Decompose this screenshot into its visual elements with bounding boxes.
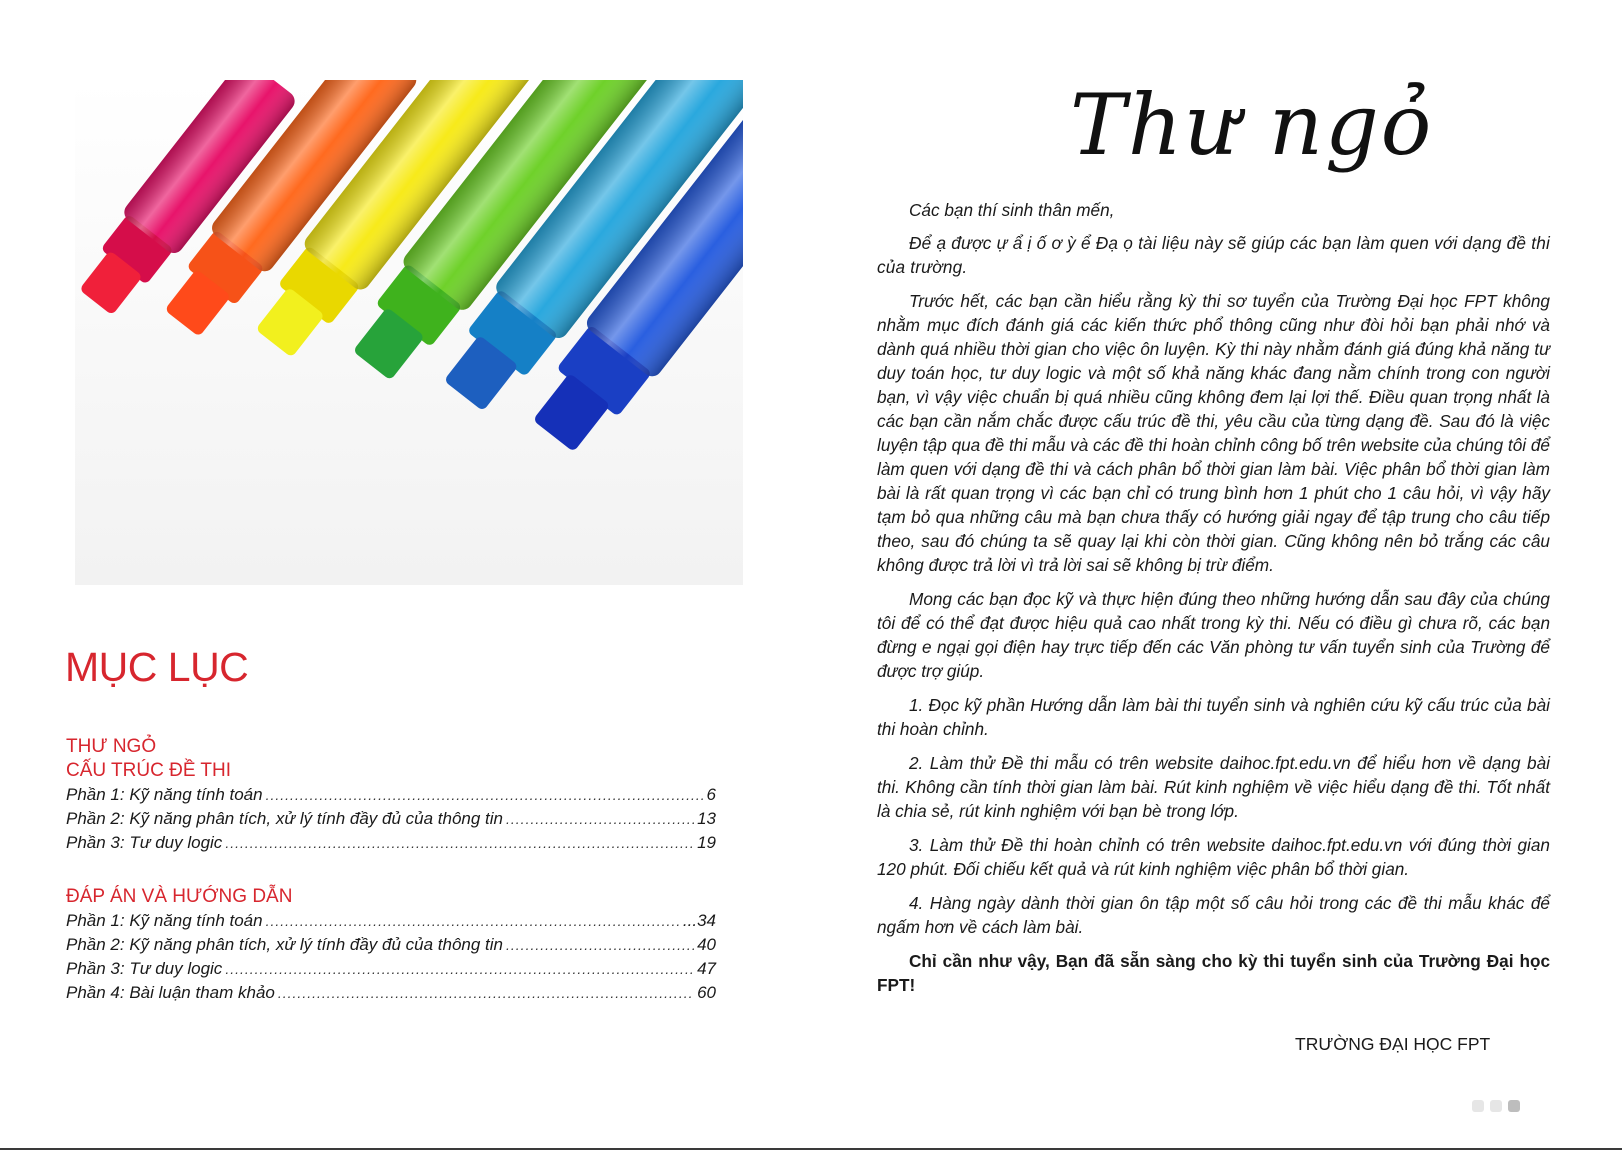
toc-entry-page: 6 bbox=[706, 785, 716, 804]
toc-section-answers bbox=[66, 885, 716, 1005]
toc-leader-dots bbox=[278, 981, 694, 1005]
toc-leader-dots bbox=[266, 909, 680, 933]
toc-entry-label: Phần 1: Kỹ năng tính toán bbox=[66, 785, 263, 804]
letter-instruction: 1. Đọc kỹ phần Hướng dẫn làm bài thi tuyển sinh và nghiên cứu kỹ cấu trúc của bài thi hoàn chỉnh. bbox=[877, 695, 1550, 739]
toc-entry[interactable] bbox=[66, 933, 716, 957]
page-dot bbox=[1472, 1100, 1484, 1112]
toc-leader-dots bbox=[266, 783, 704, 807]
letter-paragraph: Để ạ được ự ẩ ị ố ơ ỳ ể Đạ ọ tài liệu này sẽ giúp các bạn làm quen với dạng đề thi của trường. bbox=[877, 233, 1550, 277]
toc-entry-label: Phần 4: Bài luận tham khảo bbox=[66, 983, 275, 1002]
page-indicator-dots bbox=[1472, 1100, 1520, 1112]
markers-photo bbox=[75, 80, 743, 585]
letter-instruction: 3. Làm thử Đề thi hoàn chỉnh có trên website daihoc.fpt.edu.vn với đúng thời gian 120 phút. Đối chiếu kết quả và rút kinh nghiệm việc phân bổ thời gian. bbox=[877, 835, 1550, 879]
letter-signature: TRƯỜNG ĐẠI HỌC FPT bbox=[1295, 1034, 1491, 1054]
page-dot bbox=[1490, 1100, 1502, 1112]
letter-paragraph: Trước hết, các bạn cần hiểu rằng kỳ thi sơ tuyển của Trường Đại học FPT không nhằm mục đích đánh giá các kiến thức phổ thông cũng như đòi hỏi bạn phải nhớ và dành quá nhiều thời gian cho việc ôn luyện. Kỳ thi này nhằm đánh giá đúng khả năng tư duy toán học, tư duy logic và một số khả năng khác đang nằm chính trong con người bạn, vì vậy việc chuẩn bị quá nhiều cũng không đem lại lợi thế. Điều quan trọng nhất là các bạn cần nắm chắc được cấu trúc đề thi, yêu cầu của từng dạng đề. Sau đó là việc luyện tập qua đề thi mẫu và các đề thi hoàn chỉnh công bố trên website của chúng tôi để làm quen với dạng đề thi và cách phân bổ thời gian làm bài. Việc phân bổ thời gian làm bài là rất quan trọng vì các bạn chỉ có trung bình hơn 1 phút cho 1 câu hỏi, vì vậy hãy tạm bỏ qua những câu mà bạn chưa thấy có hướng giải ngay để tập trung cho câu tiếp theo, sau đó chúng ta sẽ quay lại khi còn thời gian. Cũng không nên bỏ trắng các câu không được trả lời vì trả lời sai sẽ không bị trừ điểm. bbox=[877, 291, 1550, 575]
toc-entry-page: 47 bbox=[697, 959, 716, 978]
toc-entry-page: 40 bbox=[697, 935, 716, 954]
toc-entry-page: 60 bbox=[697, 983, 716, 1002]
toc-leader-dots bbox=[225, 831, 694, 855]
letter-instruction: 2. Làm thử Đề thi mẫu có trên website daihoc.fpt.edu.vn để hiểu hơn về dạng bài thi. Không cần tính thời gian làm bài. Rút kinh nghiệm về việc hiểu dạng đề thi. Tốt nhất là chia sẻ, rút kinh nghiệm với bạn bè trong lớp. bbox=[877, 753, 1550, 821]
toc-entry[interactable] bbox=[66, 909, 716, 933]
letter-title: Thư ngỏ bbox=[1070, 76, 1434, 174]
toc-entry[interactable] bbox=[66, 783, 716, 807]
toc-title-answers[interactable]: ĐÁP ÁN VÀ HƯỚNG DẪN bbox=[66, 886, 293, 907]
toc-entry[interactable] bbox=[66, 957, 716, 981]
toc-entry-page: 19 bbox=[697, 833, 716, 852]
toc-entry[interactable] bbox=[66, 981, 716, 1005]
toc-entry-label: Phần 2: Kỹ năng phân tích, xử lý tính đầy đủ của thông tin bbox=[66, 809, 504, 828]
toc-leader-dots bbox=[225, 957, 694, 981]
toc-entry-label: Phần 1: Kỹ năng tính toán bbox=[66, 911, 263, 930]
letter-paragraph: Mong các bạn đọc kỹ và thực hiện đúng theo những hướng dẫn sau đây của chúng tôi để có thể đạt được hiệu quả cao nhất trong kỳ thi. Nếu có điều gì chưa rõ, các bạn đừng e ngại gọi điện hay trực tiếp đến các Văn phòng tư vấn tuyển sinh của Trường để được trợ giúp. bbox=[877, 589, 1550, 681]
bottom-rule bbox=[0, 1148, 1622, 1150]
toc-leader-dots bbox=[506, 933, 694, 957]
markers-illustration bbox=[75, 80, 743, 585]
toc-title-letter[interactable]: THƯ NGỎ bbox=[66, 736, 157, 757]
toc-entry[interactable] bbox=[66, 831, 716, 855]
letter-closing: Chỉ cần như vậy, Bạn đã sẵn sàng cho kỳ thi tuyển sinh của Trường Đại học FPT! bbox=[877, 951, 1550, 995]
toc-title-structure[interactable]: CẤU TRÚC ĐỀ THI bbox=[66, 760, 232, 781]
letter-greeting: Các bạn thí sinh thân mến, bbox=[909, 200, 1115, 220]
page-dot-active bbox=[1508, 1100, 1520, 1112]
toc-entry-label: Phần 3: Tư duy logic bbox=[66, 959, 223, 978]
toc-entry-label: Phần 2: Kỹ năng phân tích, xử lý tính đầy đủ của thông tin bbox=[66, 935, 504, 954]
letter-body bbox=[877, 198, 1550, 1007]
letter-instruction: 4. Hàng ngày dành thời gian ôn tập một số câu hỏi trong các đề thi mẫu khác để ngấm hơn về cách làm bài. bbox=[877, 893, 1550, 937]
toc-heading: MỤC LỤC bbox=[65, 644, 249, 690]
toc-entry[interactable] bbox=[66, 807, 716, 831]
toc-entry-page: ...34 bbox=[682, 911, 716, 930]
toc-entry-page: 13 bbox=[697, 809, 716, 828]
toc-entry-label: Phần 3: Tư duy logic bbox=[66, 833, 223, 852]
toc-leader-dots bbox=[506, 807, 694, 831]
toc-section-structure bbox=[66, 735, 716, 855]
